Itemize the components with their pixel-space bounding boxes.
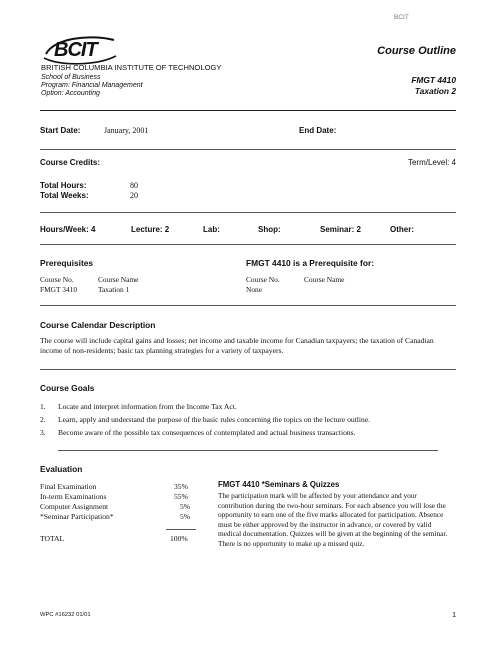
corner-stamp: BCIT (394, 14, 409, 21)
eval-row-pct: 5% (180, 502, 191, 511)
institute-name: BRITISH COLUMBIA INSTITUTE OF TECHNOLOGY (41, 63, 222, 72)
eval-row-label: Final Examination (40, 482, 97, 491)
option-name: Option: Accounting (41, 90, 100, 97)
start-date-label: Start Date: (40, 126, 81, 135)
seminar-hours: Seminar: 2 (320, 225, 361, 234)
evaluation-title: Evaluation (40, 464, 83, 474)
lab-hours: Lab: (203, 225, 220, 234)
other-hours: Other: (390, 225, 414, 234)
header-divider (40, 110, 456, 111)
goal-number: 2. (40, 415, 46, 424)
prerequisites-title: Prerequisites (40, 258, 94, 268)
goals-divider (58, 450, 438, 451)
shop-hours: Shop: (258, 225, 281, 234)
total-weeks-value: 20 (130, 191, 138, 200)
prereq-col-name: Course Name (98, 275, 139, 284)
calendar-title: Course Calendar Description (40, 320, 156, 330)
prereq-row-name: Taxation 1 (98, 285, 130, 294)
course-name: Taxation 2 (414, 86, 456, 96)
total-hours-label: Total Hours: (40, 181, 87, 190)
eval-row-pct: 35% (174, 482, 188, 491)
goal-item: Become aware of the possible tax consequences of contemplated and actual business transactions. (58, 428, 356, 437)
prereq-col-no: Course No. (40, 275, 74, 284)
prereq-for-row-no: None (246, 285, 263, 294)
hours-per-week: Hours/Week: 4 (40, 225, 96, 234)
eval-row-pct: 55% (174, 492, 188, 501)
footer-code: WPC #16232 01/01 (40, 612, 91, 618)
end-date-label: End Date: (299, 126, 337, 135)
eval-row-pct: 5% (180, 512, 191, 521)
prereq-for-col-name: Course Name (304, 275, 345, 284)
logo-text: BCIT (54, 39, 97, 61)
prereq-divider (40, 305, 456, 306)
dates-divider (40, 149, 456, 150)
goals-title: Course Goals (40, 383, 95, 393)
eval-total-label: TOTAL (40, 534, 65, 543)
eval-total-pct: 100% (170, 534, 188, 543)
school-name: School of Business (41, 74, 101, 81)
start-date-value: January, 2001 (104, 126, 149, 135)
hours-divider (40, 212, 456, 213)
eval-row-label: *Seminar Participation* (40, 512, 114, 521)
goal-item: Learn, apply and understand the purpose of the basic rules concerning the topics on the lecture outline. (58, 415, 371, 424)
lecture-hours: Lecture: 2 (131, 225, 170, 234)
goal-number: 3. (40, 428, 46, 437)
calendar-description: The course will include capital gains and losses; net income and taxable income for Canadian taxpayers; the taxation of Canadian income of non-residents; basic tax planning strategies for a variety of taxpayers. (40, 336, 434, 355)
total-weeks-label: Total Weeks: (40, 191, 89, 200)
prereq-for-title: FMGT 4410 is a Prerequisite for: (246, 258, 374, 268)
program-name: Program: Financial Management (41, 82, 143, 89)
goal-item: Locate and interpret information from the Income Tax Act. (58, 402, 237, 411)
prereq-row-no: FMGT 3410 (40, 285, 78, 294)
eval-row-label: In-term Examinations (40, 492, 107, 501)
page-number: 1 (452, 612, 456, 619)
total-hours-value: 80 (130, 181, 138, 190)
calendar-divider (40, 369, 456, 370)
eval-note-title: FMGT 4410 *Seminars & Quizzes (218, 480, 340, 489)
goal-number: 1. (40, 402, 46, 411)
course-code: FMGT 4410 (411, 75, 456, 85)
eval-total-rule (166, 529, 196, 530)
doc-title: Course Outline (377, 45, 456, 57)
weekly-divider (40, 244, 456, 245)
prereq-for-col-no: Course No. (246, 275, 280, 284)
eval-row-label: Computer Assignment (40, 502, 109, 511)
course-credits-label: Course Credits: (40, 158, 101, 167)
eval-note-text: The participation mark will be affected by your attendance and your contribution during the two-hour seminars. For each absence you will lose the opportunity to earn one of the five marks allocated for participation. Absence must be either approved by the instructor in advance, or covered by valid medical documentation. Quizzes will be given at the beginning of the seminar. There is no opportunity to make up a missed quiz. (218, 491, 448, 548)
term-level-label: Term/Level: 4 (407, 158, 456, 167)
